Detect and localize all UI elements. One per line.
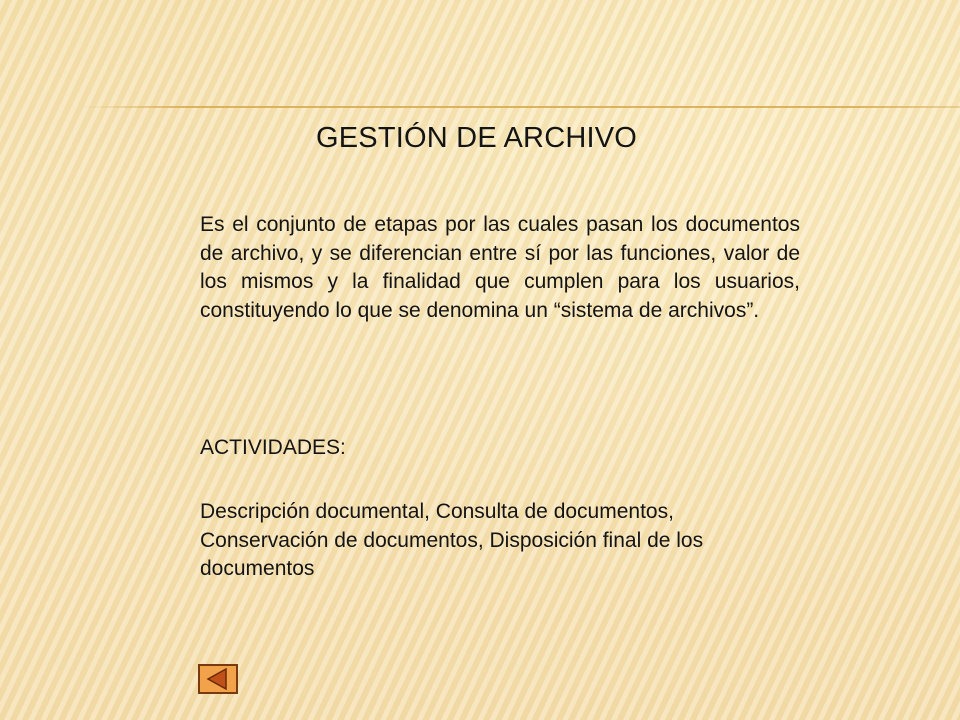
definition-paragraph: Es el conjunto de etapas por las cuales pasan los documentos de archivo, y se diferencian entre sí por las funciones, valor de los mismos y la finalidad que cumplen para los usuarios, constituyendo lo que se denomina un “sistema de archivos”. (200, 213, 800, 322)
activities-list-text: Descripción documental, Consulta de documentos, Conservación de documentos, Disposición final de los documentos (200, 500, 704, 580)
top-decorative-rule (80, 106, 960, 108)
activities-heading: ACTIVIDADES: (200, 436, 346, 459)
triangle-left-icon (200, 666, 236, 692)
slide-title: GESTIÓN DE ARCHIVO (316, 122, 638, 154)
previous-slide-button[interactable] (198, 664, 238, 694)
